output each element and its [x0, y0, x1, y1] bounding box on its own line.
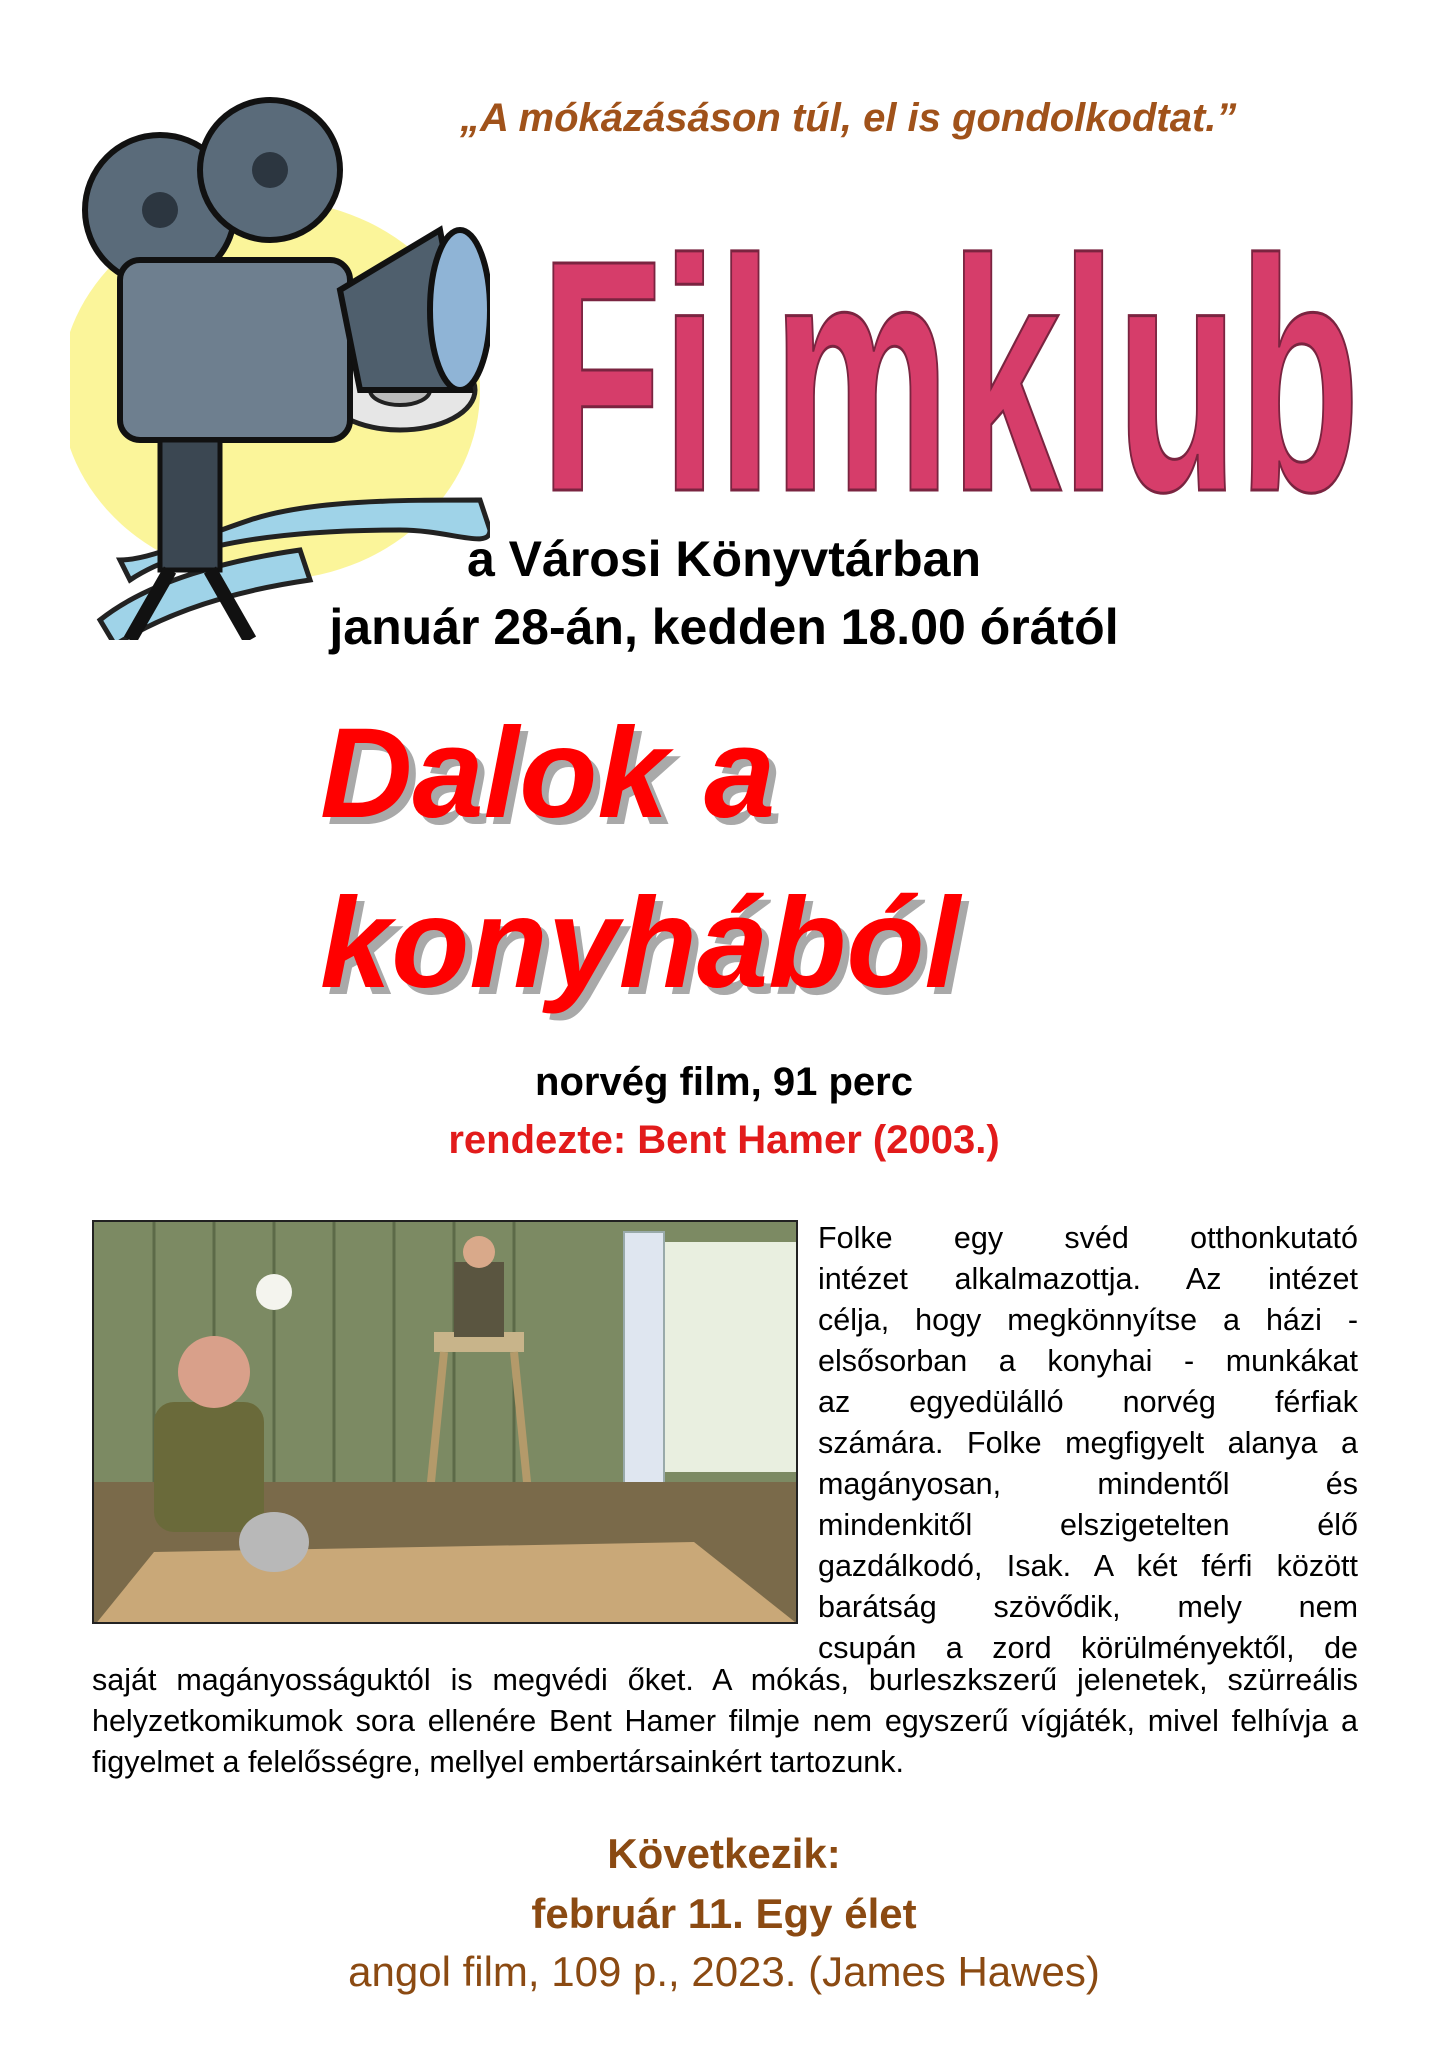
description-right-column: [818, 1218, 1358, 1669]
venue-line-1: a Városi Könyvtárban: [466, 531, 982, 587]
description-line: magányosan, mindentől és: [818, 1467, 1358, 1501]
description-line: csupán a zord körülményektől, de: [818, 1631, 1358, 1665]
description-line: Folke egy svéd otthonkutató: [818, 1221, 1358, 1255]
description-line: barátság szövődik, mely nem: [818, 1590, 1358, 1624]
filmklub-wordart: [520, 160, 1380, 530]
film-title-line-1: Dalok a: [320, 702, 776, 845]
description-line: mindenkitől elszigetelten élő: [818, 1508, 1358, 1542]
next-film-meta: angol film, 109 p., 2023. (James Hawes): [348, 1948, 1100, 1995]
description-line: intézet alkalmazottja. Az intézet: [818, 1262, 1358, 1296]
description-line: az egyedülálló norvég férfiak: [818, 1385, 1358, 1419]
description-line: számára. Folke megfigyelt alanya a: [818, 1426, 1358, 1460]
next-heading: Következik:: [607, 1830, 841, 1877]
director-label: rendezte:: [448, 1118, 627, 1162]
description-line: elsősorban a konyhai - munkákat: [818, 1344, 1358, 1378]
tagline-quote: „A mókázásáson túl, el is gondolkodtat.”: [460, 96, 1237, 140]
director-value: Bent Hamer (2003.): [637, 1118, 1000, 1162]
description-continuation: saját magányosságuktól is megvédi őket. A mókás, burleszkszerű jelenetek, szürreális helyzetkomikumok sora ellenére Bent Hamer filmje nem egyszerű vígjáték, mivel felhívja a figyelmet a felelősségre, mellyel embertársainkért tartozunk.: [92, 1663, 1358, 1779]
filmklub-wordart-text: Filmklub: [540, 191, 1360, 530]
venue-line-2: január 28-án, kedden 18.00 órától: [329, 599, 1119, 655]
film-still-photo: [92, 1220, 798, 1624]
description-line: gazdálkodó, Isak. A két férfi között: [818, 1549, 1358, 1583]
director-line: [0, 1118, 1448, 1163]
next-film-title: február 11. Egy élet: [531, 1890, 917, 1937]
description-line: célja, hogy megkönnyítse a házi -: [818, 1303, 1358, 1337]
film-meta: norvég film, 91 perc: [535, 1060, 913, 1104]
film-title-line-2: konyhából: [320, 872, 961, 1015]
